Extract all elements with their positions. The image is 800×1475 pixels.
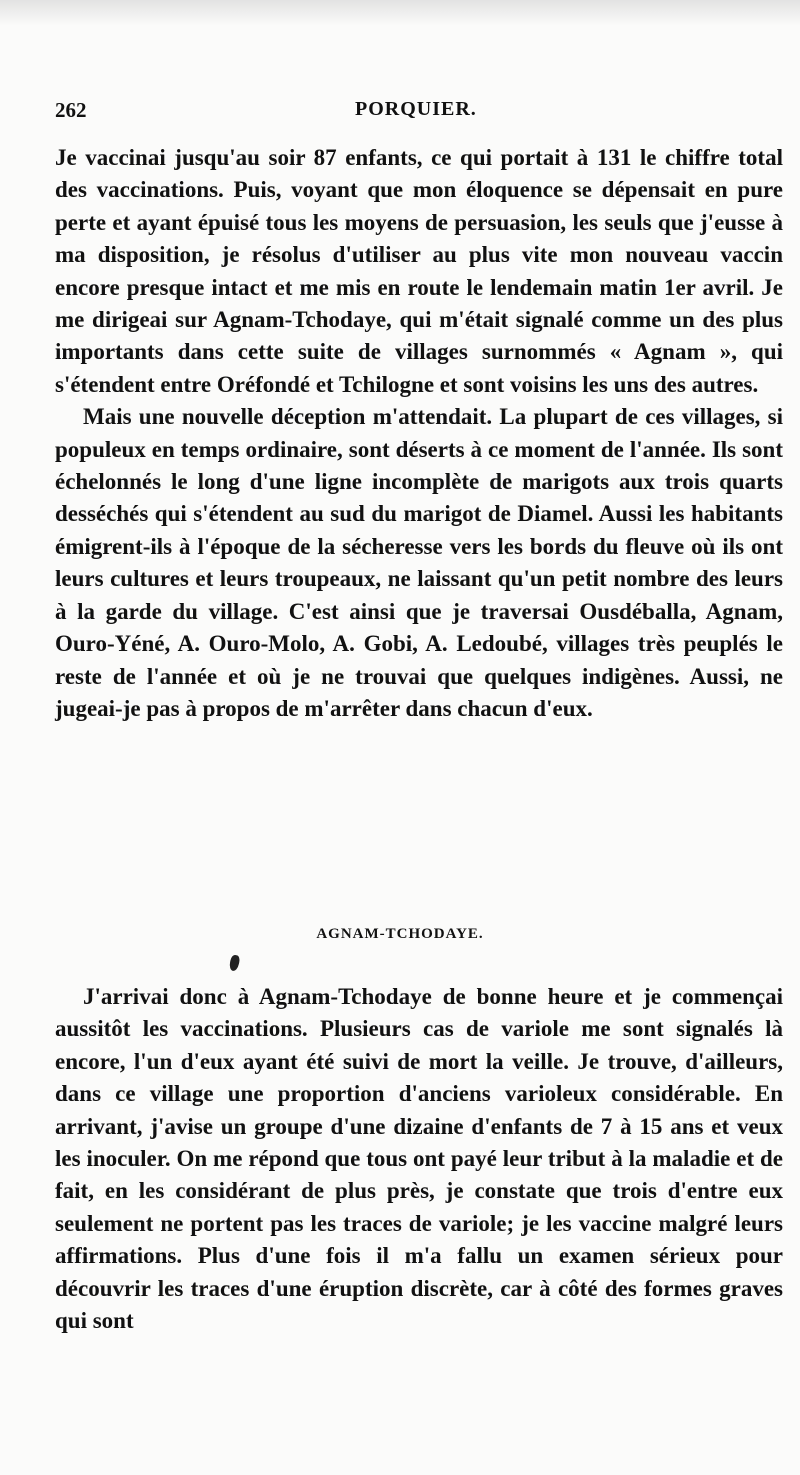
- paragraph: J'arrivai donc à Agnam-Tchodaye de bonne heure et je commençai aussitôt les vaccinations. Plusieurs cas de variole me sont signalés là encore, l'un d'eux ayant été suivi de mort la veille. Je trouve, d'ailleurs, dans ce village une proportion d'anciens varioleux considérable. En arrivant, j'avise un groupe d'une dizaine d'enfants de 7 à 15 ans et veux les inoculer. On me répond que tous ont payé leur tribut à la maladie et de fait, en les considérant de plus près, je constate que trois d'entre eux seulement ne portent pas les traces de variole; je les vaccine malgré leurs affirmations. Plus d'une fois il m'a fallu un examen sérieux pour découvrir les traces d'une éruption discrète, car à côté des formes graves qui sont: [55, 984, 783, 1334]
- section-heading: AGNAM-TCHODAYE.: [316, 926, 484, 942]
- ink-blot-mark: [228, 954, 240, 972]
- paragraph: Je vaccinai jusqu'au soir 87 enfants, ce qui portait à 131 le chiffre total des vaccinations. Puis, voyant que mon éloquence se dépensait en pure perte et ayant épuisé tous les moyens de persuasion, les seuls que j'eusse à ma disposition, je résolus d'utiliser au plus vite mon nouveau vaccin encore presque intact et me mis en route le lendemain matin 1er avril. Je me dirigeai sur Agnam-Tchodaye, qui m'était signalé comme un des plus importants dans cette suite de villages surnommés « Agnam », qui s'étendent entre Oréfondé et Tchilogne et sont voisins les uns des autres.: [55, 145, 783, 397]
- page-header: [55, 98, 780, 128]
- page-number: 262: [55, 98, 87, 122]
- page-edge-shadow: [0, 0, 800, 26]
- body-text-bottom: [55, 981, 783, 1337]
- running-head: PORQUIER.: [355, 98, 477, 120]
- body-text-top: [55, 142, 783, 725]
- paragraph: Mais une nouvelle déception m'attendait. La plupart de ces villages, si populeux en temps ordinaire, sont déserts à ce moment de l'année. Ils sont échelonnés le long d'une ligne incomplète de marigots aux trois quarts desséchés qui s'étendent au sud du marigot de Diamel. Aussi les habitants émigrent-ils à l'époque de la sécheresse vers les bords du fleuve où ils ont leurs cultures et leurs troupeaux, ne laissant qu'un petit nombre des leurs à la garde du village. C'est ainsi que je traversai Ousdéballa, Agnam, Ouro-Yéné, A. Ouro-Molo, A. Gobi, A. Ledoubé, villages très peuplés le reste de l'année et où je ne trouvai que quelques indigènes. Aussi, ne jugeai-je pas à propos de m'arrêter dans chacun d'eux.: [55, 404, 783, 721]
